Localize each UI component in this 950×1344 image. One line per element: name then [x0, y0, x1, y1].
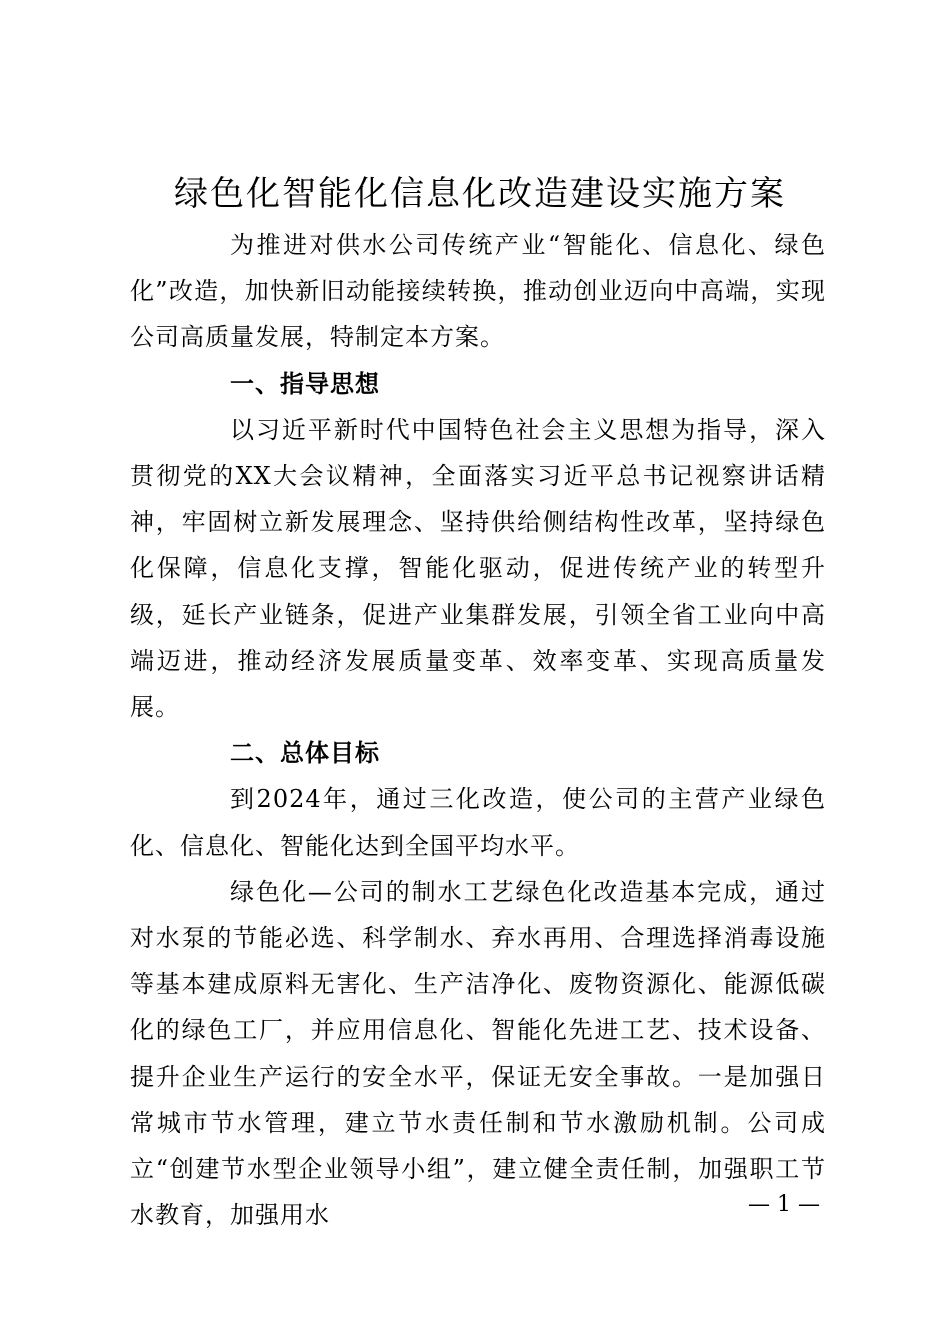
section-heading-guiding-ideology: 一、指导思想	[230, 369, 380, 398]
intro-paragraph: 为推进对供水公司传统产业“智能化、信息化、绿色化”改造，加快新旧动能接续转换，推动创业迈向中高端，实现公司高质量发展，特制定本方案。	[130, 231, 826, 352]
guiding-ideology-paragraph: 以习近平新时代中国特色社会主义思想为指导，深入贯彻党的XX大会议精神，全面落实习近平总书记视察讲话精神，牢固树立新发展理念、坚持供给侧结构性改革，坚持绿色化保障，信息化支撑，智能化驱动，促进传统产业的转型升级，延长产业链条，促进产业集群发展，引领全省工业向中高端迈进，推动经济发展质量变革、效率变革、实现高质量发展。	[130, 415, 826, 722]
document-title: 绿色化智能化信息化改造建设实施方案	[174, 174, 786, 214]
document-body	[130, 222, 826, 1238]
green-transformation-paragraph: 绿色化—公司的制水工艺绿色化改造基本完成，通过对水泵的节能必选、科学制水、弃水再用、合理选择消毒设施等基本建成原料无害化、生产洁净化、废物资源化、能源低碳化的绿色工厂，并应用信息化、智能化先进工艺、技术设备、提升企业生产运行的安全水平，保证无安全事故。一是加强日常城市节水管理，建立节水责任制和节水激励机制。公司成立“创建节水型企业领导小组”，建立健全责任制，加强职工节水教育，加强用水	[130, 877, 826, 1230]
section-heading-overall-goals: 二、总体目标	[230, 739, 380, 768]
overall-goals-paragraph: 到2024年，通过三化改造，使公司的主营产业绿色化、信息化、智能化达到全国平均水平。	[130, 785, 826, 860]
page-number: — 1 —	[748, 1192, 820, 1217]
